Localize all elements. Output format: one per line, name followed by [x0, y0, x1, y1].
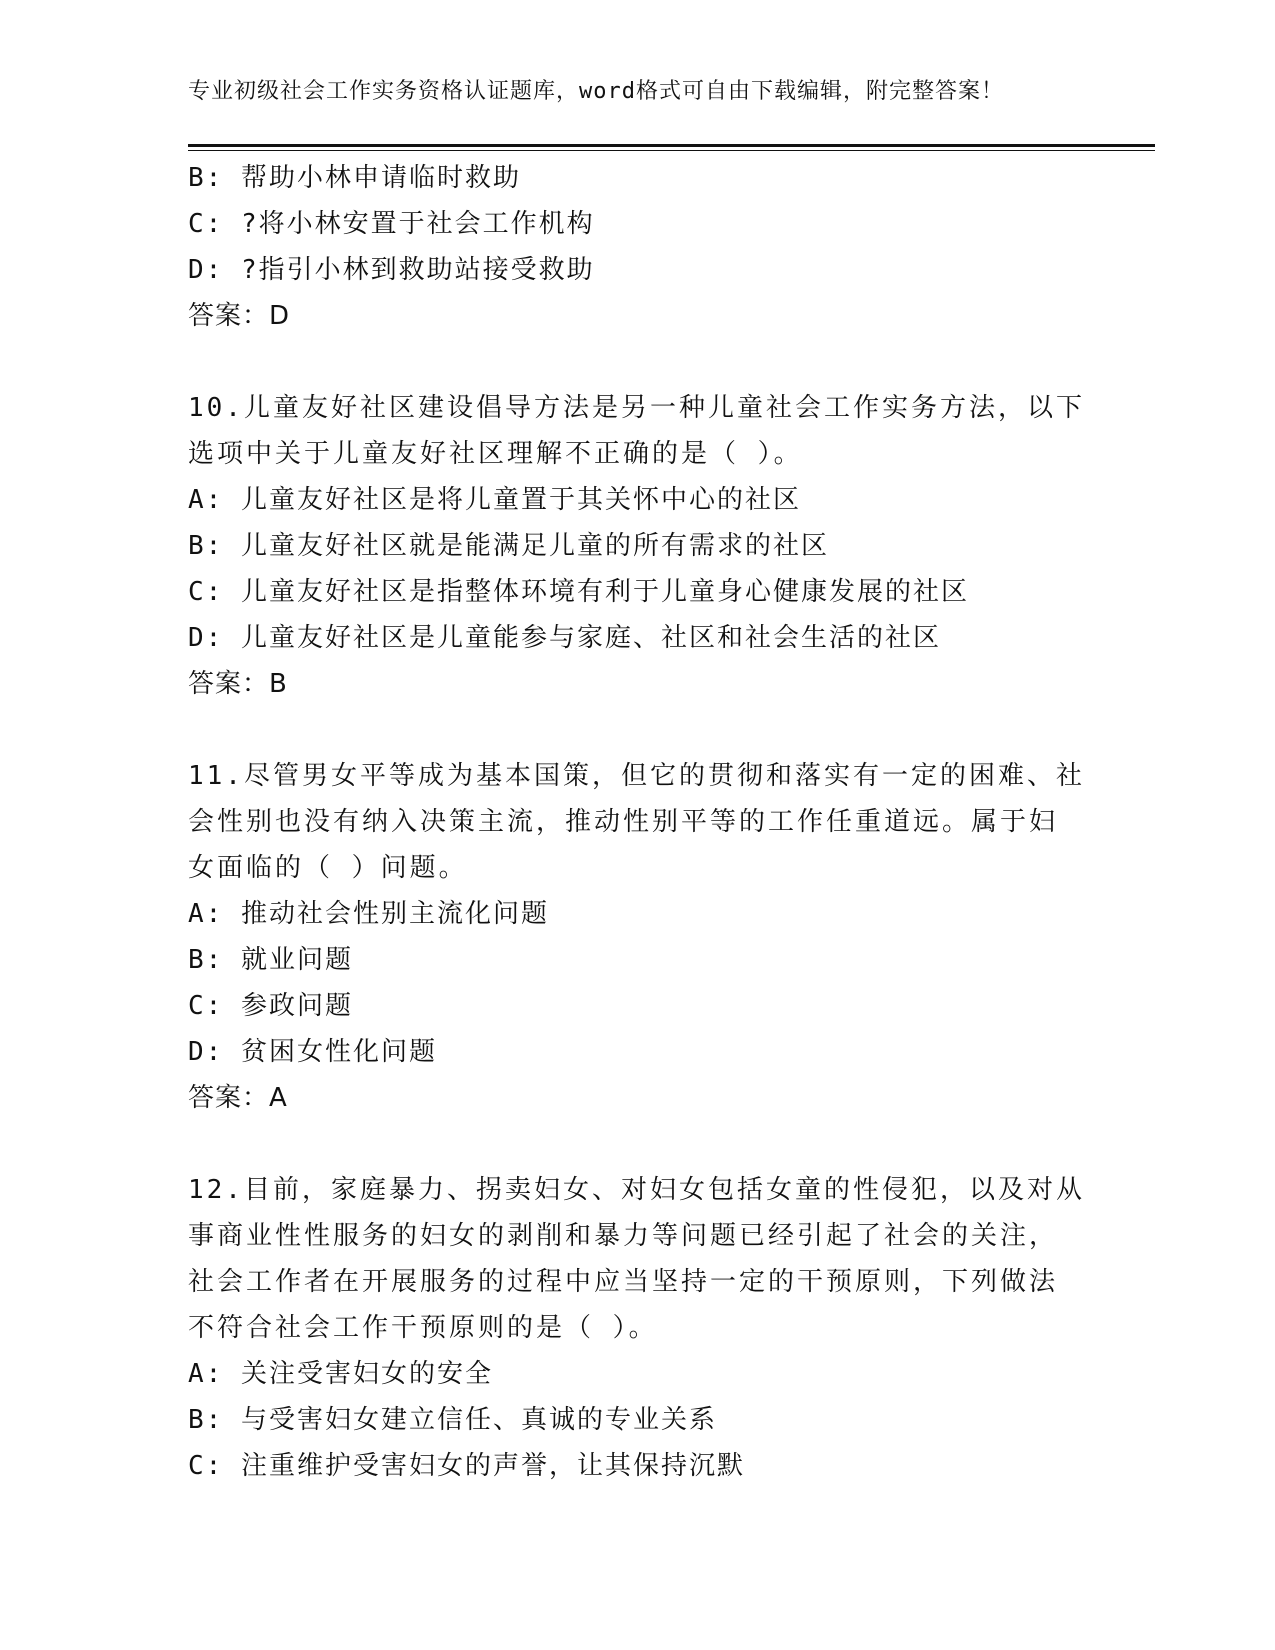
option-b: B: 就业问题	[188, 945, 353, 975]
option-d: D: 儿童友好社区是儿童能参与家庭、社区和社会生活的社区	[188, 623, 941, 653]
header-rule	[188, 144, 1155, 147]
answer-line: 答案：A	[188, 1083, 288, 1113]
page-header: 专业初级社会工作实务资格认证题库，word格式可自由下载编辑，附完整答案！	[188, 79, 1004, 104]
question-stem-line: 12.目前，家庭暴力、拐卖妇女、对妇女包括女童的性侵犯，以及对从	[188, 1175, 1085, 1205]
answer-line: 答案：D	[188, 301, 291, 331]
header-rule-thin	[188, 150, 1155, 151]
question-12	[188, 1167, 1088, 1489]
option-c: C: 儿童友好社区是指整体环境有利于儿童身心健康发展的社区	[188, 577, 969, 607]
answer-line: 答案：B	[188, 669, 288, 699]
question-stem-line: 社会工作者在开展服务的过程中应当坚持一定的干预原则，下列做法	[188, 1267, 1059, 1297]
option-d: D: ?指引小林到救助站接受救助	[188, 255, 595, 285]
option-a: A: 儿童友好社区是将儿童置于其关怀中心的社区	[188, 485, 801, 515]
question-stem-line: 会性别也没有纳入决策主流，推动性别平等的工作任重道远。属于妇	[188, 807, 1059, 837]
option-a: A: 关注受害妇女的安全	[188, 1359, 493, 1389]
question-11	[188, 753, 1088, 1121]
option-a: A: 推动社会性别主流化问题	[188, 899, 549, 929]
question-10	[188, 385, 1088, 707]
option-b: B: 儿童友好社区就是能满足儿童的所有需求的社区	[188, 531, 829, 561]
question-stem-line: 11.尽管男女平等成为基本国策，但它的贯彻和落实有一定的困难、社	[188, 761, 1085, 791]
question-9-continued	[188, 155, 1088, 339]
option-d: D: 贫困女性化问题	[188, 1037, 437, 1067]
option-c: C: 参政问题	[188, 991, 353, 1021]
document-body	[188, 155, 1088, 1489]
option-b: B: 帮助小林申请临时救助	[188, 163, 521, 193]
option-b: B: 与受害妇女建立信任、真诚的专业关系	[188, 1405, 717, 1435]
question-stem-line: 事商业性性服务的妇女的剥削和暴力等问题已经引起了社会的关注，	[188, 1221, 1059, 1251]
question-stem-line: 选项中关于儿童友好社区理解不正确的是（ ）。	[188, 439, 803, 469]
question-stem-line: 不符合社会工作干预原则的是（ ）。	[188, 1313, 658, 1343]
option-c: C: ?将小林安置于社会工作机构	[188, 209, 595, 239]
question-stem-line: 女面临的（ ）问题。	[188, 853, 468, 883]
option-c: C: 注重维护受害妇女的声誉，让其保持沉默	[188, 1451, 745, 1481]
question-stem-line: 10.儿童友好社区建设倡导方法是另一种儿童社会工作实务方法，以下	[188, 393, 1085, 423]
